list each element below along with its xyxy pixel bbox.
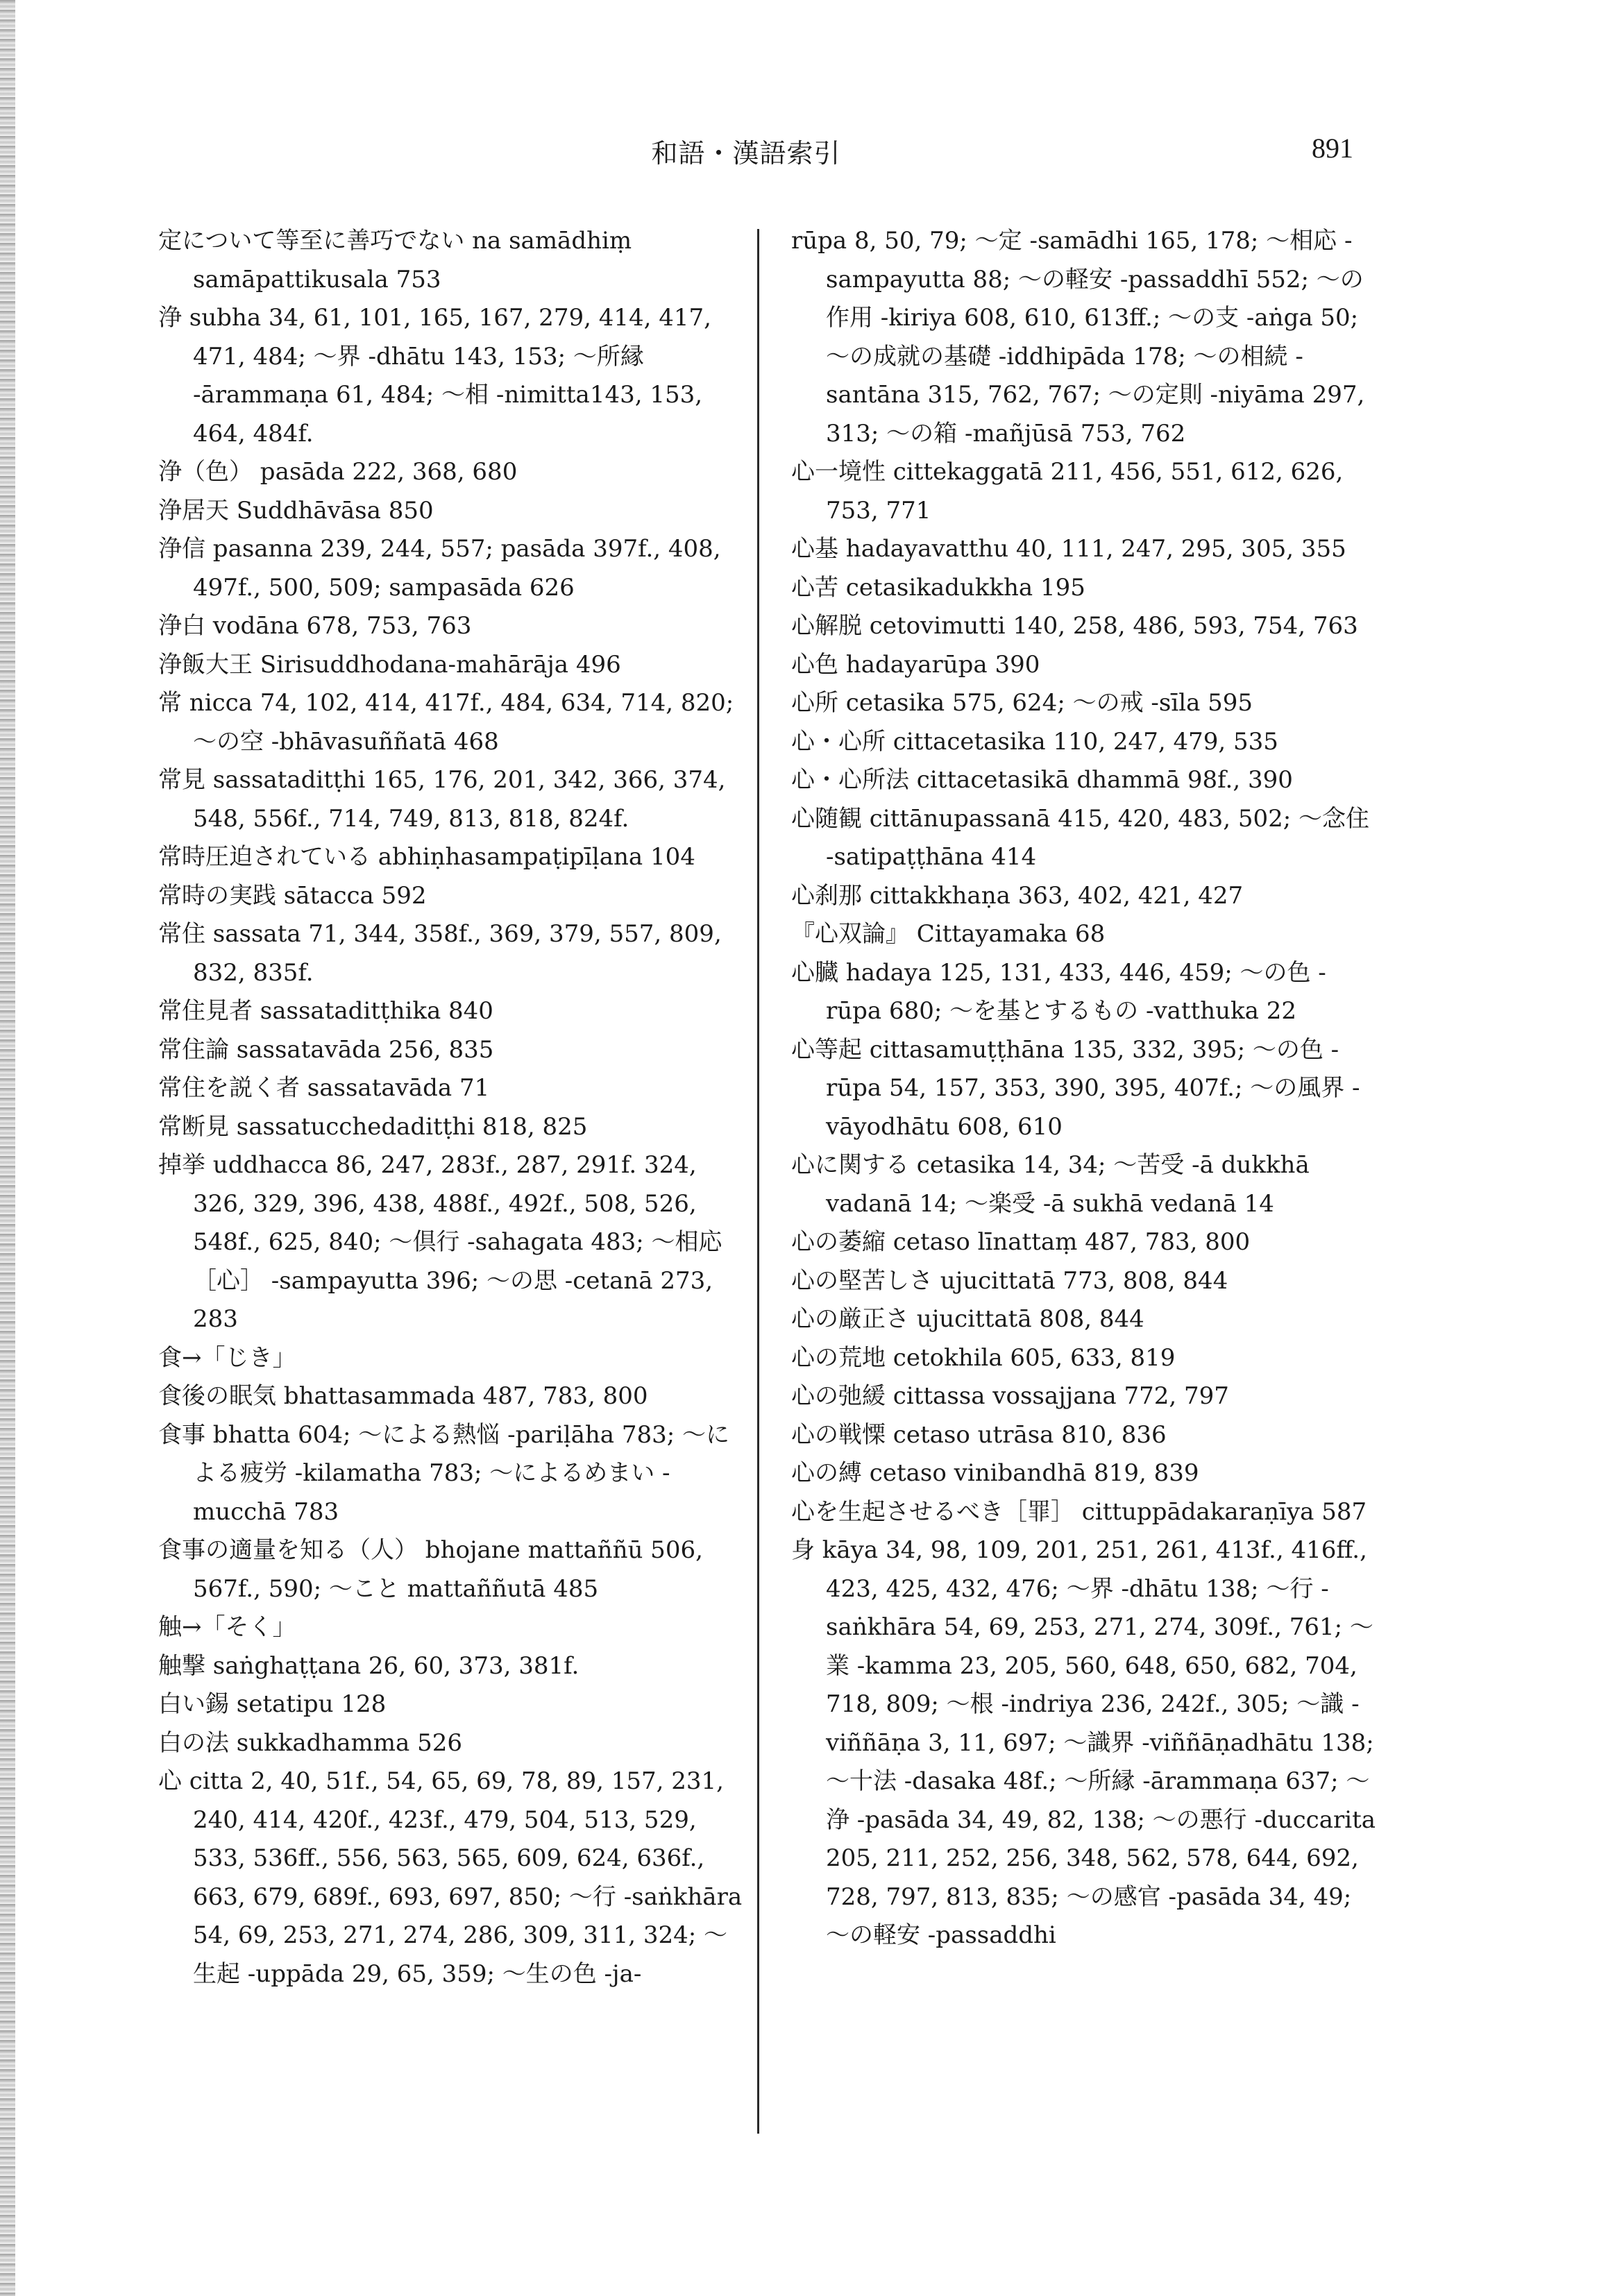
index-entry: 食事の適量を知る（人） bhojane mattaññū 506, 567f., 590; ～こと mattaññutā 485 xyxy=(158,1536,703,1603)
index-entry: 常 nicca 74, 102, 414, 417f., 484, 634, 714, 820; ～の空 -bhāvasuññatā 468 xyxy=(158,689,734,756)
index-entry: 浄信 pasanna 239, 244, 557; pasāda 397f., 408, 497f., 500, 509; sampasāda 626 xyxy=(158,535,721,602)
index-entry: 心基 hadayavatthu 40, 111, 247, 295, 305, 355 xyxy=(791,535,1346,563)
index-column-right xyxy=(791,222,1381,1955)
index-entry: 心の戦慄 cetaso utrāsa 810, 836 xyxy=(791,1420,1167,1449)
index-entry: 心苦 cetasikadukkha 195 xyxy=(791,573,1085,602)
index-entry: 心一境性 cittekaggatā 211, 456, 551, 612, 626, 753, 771 xyxy=(791,458,1344,525)
index-entry: 食後の眠気 bhattasammada 487, 783, 800 xyxy=(158,1382,648,1410)
index-entry: rūpa 8, 50, 79; ～定 -samādhi 165, 178; ～相応 -sampayutta 88; ～の軽安 -passaddhī 552; ～の作用 -kiriya 608, 610, 613ff.; ～の支 -aṅga 50; ～の成就の基礎 -iddhipāda 178; ～の相続 -santāna 315, 762, 767; ～の定則 -niyāma 297, 313; ～の箱 -mañjūsā 753, 762 xyxy=(791,227,1365,448)
index-entry: 心解脱 cetovimutti 140, 258, 486, 593, 754, 763 xyxy=(791,612,1358,640)
index-entry: 掉挙 uddhacca 86, 247, 283f., 287, 291f. 324, 326, 329, 396, 438, 488f., 492f., 508, 526, 548f., 625, 840; ～倶行 -sahagata 483; ～相応［心］ -sampayutta 396; ～の思 -cetanā 273, 283 xyxy=(158,1151,722,1333)
index-entry: 食事 bhatta 604; ～による熱悩 -pariḷāha 783; ～による疲労 -kilamatha 783; ～によるめまい -mucchā 783 xyxy=(158,1420,730,1526)
column-divider xyxy=(757,229,759,2134)
index-entry: 心を生起させるべき［罪］ cittuppādakaraṇīya 587 xyxy=(791,1497,1367,1526)
index-entry: 浄（色） pasāda 222, 368, 680 xyxy=(158,458,518,486)
index-entry: 心刹那 cittakkhaṇa 363, 402, 421, 427 xyxy=(791,881,1244,910)
index-entry: 心・心所法 cittacetasikā dhammā 98f., 390 xyxy=(791,766,1293,794)
index-entry: 『心双論』 Cittayamaka 68 xyxy=(791,920,1106,948)
index-entry: 常住論 sassatavāda 256, 835 xyxy=(158,1035,494,1064)
index-entry: 心の弛緩 cittassa vossajjana 772, 797 xyxy=(791,1382,1229,1410)
index-entry: 白い錫 setatipu 128 xyxy=(158,1690,387,1718)
index-entry: 白の法 sukkadhamma 526 xyxy=(158,1728,463,1757)
index-entry: 心等起 cittasamuṭṭhāna 135, 332, 395; ～の色 -rūpa 54, 157, 353, 390, 395, 407f.; ～の風界 -vāyodhātu 608, 610 xyxy=(791,1035,1360,1141)
index-entry: 心 citta 2, 40, 51f., 54, 65, 69, 78, 89, 157, 231, 240, 414, 420f., 423f., 479, 504, 513, 529, 533, 536ff., 556, 563, 565, 609, 624, 636f., 663, 679, 689f., 693, 697, 850; ～行 -saṅkhāra 54, 69, 253, 271, 274, 286, 309, 311, 324; ～生起 -uppāda 29, 65, 359; ～生の色 -ja- xyxy=(158,1767,743,1988)
index-entry: 触→「そく」 xyxy=(158,1613,296,1641)
index-entry: 常時圧迫されている abhiṇhasampaṭipīḷana 104 xyxy=(158,843,695,871)
index-entry: 心所 cetasika 575, 624; ～の戒 -sīla 595 xyxy=(791,689,1253,717)
index-entry: 常見 sassataditṭhi 165, 176, 201, 342, 366, 374, 548, 556f., 714, 749, 813, 818, 824f. xyxy=(158,766,726,833)
index-entry: 触撃 saṅghaṭṭana 26, 60, 373, 381f. xyxy=(158,1651,580,1680)
page-header-title: 和語・漢語索引 xyxy=(651,138,841,169)
index-entry: 浄居天 Suddhāvāsa 850 xyxy=(158,496,434,525)
index-entry: 定について等至に善巧でない na samādhiṃ samāpattikusala 753 xyxy=(158,227,632,294)
index-entry: 心臓 hadaya 125, 131, 433, 446, 459; ～の色 -rūpa 680; ～を基とするもの -vatthuka 22 xyxy=(791,958,1326,1025)
index-entry: 浄 subha 34, 61, 101, 165, 167, 279, 414, 417, 471, 484; ～界 -dhātu 143, 153; ～所縁 -ārammaṇa 61, 484; ～相 -nimitta143, 153, 464, 484f. xyxy=(158,304,711,448)
index-entry: 浄飯大王 Sirisuddhodana-mahārāja 496 xyxy=(158,650,621,679)
index-entry: 食→「じき」 xyxy=(158,1343,296,1372)
index-entry: 常住を説く者 sassatavāda 71 xyxy=(158,1074,490,1102)
index-column-left xyxy=(158,222,748,1993)
index-entry: 常住見者 sassataditṭhika 840 xyxy=(158,997,493,1025)
index-entry: 心の荒地 cetokhila 605, 633, 819 xyxy=(791,1343,1176,1372)
index-entry: 浄白 vodāna 678, 753, 763 xyxy=(158,612,472,640)
scan-edge-shadow xyxy=(0,0,15,2296)
index-entry: 常時の実践 sātacca 592 xyxy=(158,881,427,910)
index-entry: 心の萎縮 cetaso līnattaṃ 487, 783, 800 xyxy=(791,1228,1251,1256)
page-number: 891 xyxy=(1312,133,1353,164)
index-entry: 心の厳正さ ujucittatā 808, 844 xyxy=(791,1305,1144,1333)
index-entry: 心随観 cittānupassanā 415, 420, 483, 502; ～念住 -satipaṭṭhāna 414 xyxy=(791,804,1369,871)
index-entry: 心に関する cetasika 14, 34; ～苦受 -ā dukkhā vadanā 14; ～楽受 -ā sukhā vedanā 14 xyxy=(791,1151,1310,1218)
index-entry: 常断見 sassatucchedaditṭhi 818, 825 xyxy=(158,1112,588,1141)
index-entry: 心の縛 cetaso vinibandhā 819, 839 xyxy=(791,1459,1199,1487)
index-entry: 心の堅苦しさ ujucittatā 773, 808, 844 xyxy=(791,1266,1228,1295)
index-entry: 心色 hadayarūpa 390 xyxy=(791,650,1040,679)
index-entry: 常住 sassata 71, 344, 358f., 369, 379, 557, 809, 832, 835f. xyxy=(158,920,722,987)
index-entry: 心・心所 cittacetasika 110, 247, 479, 535 xyxy=(791,727,1278,756)
index-entry: 身 kāya 34, 98, 109, 201, 251, 261, 413f., 416ff., 423, 425, 432, 476; ～界 -dhātu 138; ～行 -saṅkhāra 54, 69, 253, 271, 274, 309f., 761; ～業 -kamma 23, 205, 560, 648, 650, 682, 704, 718, 809; ～根 -indriya 236, 242f., 305; ～識 -viññāṇa 3, 11, 697; ～識界 -viññāṇadhātu 138; ～十法 -dasaka 48f.; ～所縁 -ārammaṇa 637; ～浄 -pasāda 34, 49, 82, 138; ～の悪行 -duccarita 205, 211, 252, 256, 348, 562, 578, 644, 692, 728, 797, 813, 835; ～の感官 -pasāda 34, 49; ～の軽安 -passaddhi xyxy=(791,1536,1376,1949)
